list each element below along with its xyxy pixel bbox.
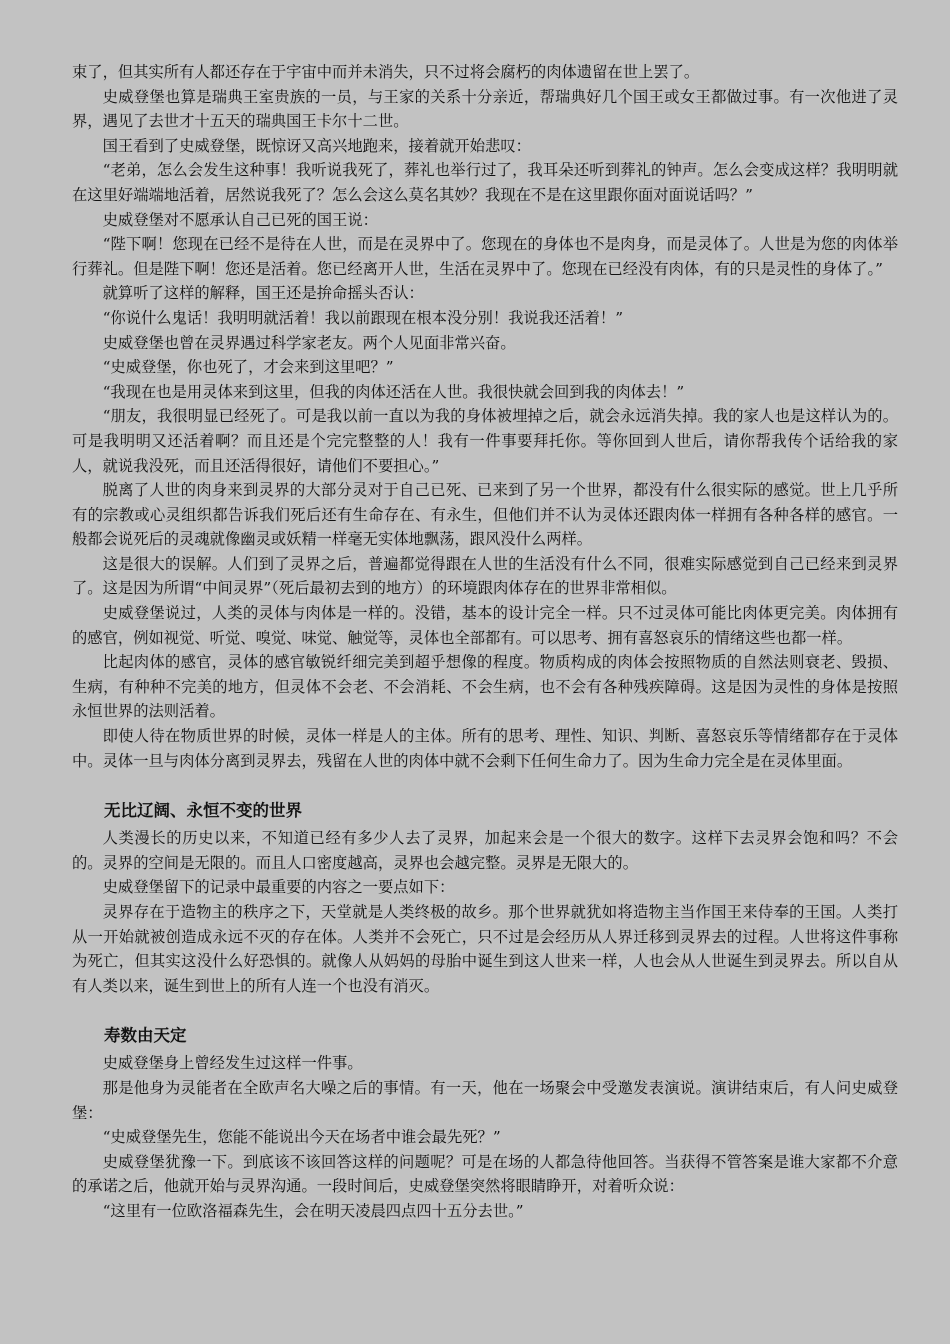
paragraph: “你说什么鬼话！我明明就活着！我以前跟现在根本没分别！我说我还活着！” [102,308,624,327]
paragraph: “老弟，怎么会发生这种事！我听说我死了，葬礼也举行过了，我耳朵还听到葬礼的钟声。怎么会变成这样？我明明就在这里好端端地活着，居然说我死了？怎么会这么莫名其妙？我现在不是在这里跟你面对面说话吗？” [72,161,898,204]
paragraph: 史威登堡犹豫一下。到底该不该回答这样的问题呢？可是在场的人都急待他回答。当获得不管答案是谁大家都不介意的承诺之后，他就开始与灵界沟通。一段时间后，史威登堡突然将眼睛睁开，对着听众说： [72,1152,898,1196]
paragraph: 人类漫长的历史以来，不知道已经有多少人去了灵界，加起来会是一个很大的数字。这样下去灵界会饱和吗？不会的。灵界的空间是无限的。而且人口密度越高，灵界也会越完整。灵界是无限大的。 [72,829,898,872]
paragraph: 就算听了这样的解释，国王还是拚命摇头否认： [102,284,424,303]
paragraph: 史威登堡说过，人类的灵体与肉体是一样的。没错，基本的设计完全一样。只不过灵体可能比肉体更完美。肉体拥有的感官，例如视觉、听觉、嗅觉、味觉、触觉等，灵体也全部都有。可以思考、拥有喜怒哀乐的情绪这些也都一样。 [72,604,898,647]
paragraph: “史威登堡先生，您能不能说出今天在场者中谁会最先死？” [102,1128,501,1147]
paragraph: 灵界存在于造物主的秩序之下，天堂就是人类终极的故乡。那个世界就犹如将造物主当作国王来侍奉的王国。人类打从一开始就被创造成永远不灭的存在体。人类并不会死亡，只不过是会经历从人界迁移到灵界去的过程。人世将这件事称为死亡，但其实这没什么好恐惧的。就像人从妈妈的母胎中诞生到这人世来一样，人也会从人世诞生到灵界去。所以自从有人类以来，诞生到世上的所有人连一个也没有消灭。 [72,903,898,995]
paragraph: “这里有一位欧洛福森先生，会在明天凌晨四点四十五分去世。” [102,1201,524,1220]
paragraph: 束了，但其实所有人都还存在于宇宙中而并未消失，只不过将会腐朽的肉体遗留在世上罢了。 [72,63,700,81]
section-heading: 无比辽阔、永恒不变的世界 [104,801,302,821]
paragraph: 史威登堡也算是瑞典王室贵族的一员，与王家的关系十分亲近，帮瑞典好几个国王或女王都做过事。有一次他进了灵界，遇见了去世才十五天的瑞典国王卡尔十二世。 [72,87,898,131]
paragraph: 即使人待在物质世界的时候，灵体一样是人的主体。所有的思考、理性、知识、判断、喜怒哀乐等情绪都存在于灵体中。灵体一旦与肉体分离到灵界去，残留在人世的肉体中就不会剩下任何生命力了。因为生命力完全是在灵体里面。 [72,727,898,770]
paragraph: 比起肉体的感官，灵体的感官敏锐纤细完美到超乎想像的程度。物质构成的肉体会按照物质的自然法则衰老、毁损、生病，有种种不完美的地方，但灵体不会老、不会消耗、不会生病，也不会有各种残疾障碍。这是因为灵性的身体是按照永恒世界的法则活着。 [72,653,898,721]
paragraph: “我现在也是用灵体来到这里，但我的肉体还活在人世。我很快就会回到我的肉体去！” [102,382,685,401]
paragraph: 国王看到了史威登堡，既惊讶又高兴地跑来，接着就开始悲叹： [102,136,531,155]
paragraph: 脱离了人世的肉身来到灵界的大部分灵对于自己已死、已来到了另一个世界，都没有什么很实际的感觉。世上几乎所有的宗教或心灵组织都告诉我们死后还有生命存在、有永生，但他们并不认为灵体还跟肉体一样拥有各种各样的感官。一般都会说死后的灵魂就像幽灵或妖精一样毫无实体地飘荡，跟风没什么两样。 [72,481,898,549]
paragraph: “史威登堡，你也死了，才会来到这里吧？” [102,358,394,377]
paragraph: 这是很大的误解。人们到了灵界之后，普遍都觉得跟在人世的生活没有什么不同，很难实际感觉到自己已经来到灵界了。这是因为所谓“中间灵界”（死后最初去到的地方）的环境跟肉体存在的世界非常相似。 [72,554,898,598]
paragraph: “陛下啊！您现在已经不是待在人世，而是在灵界中了。您现在的身体也不是肉身，而是灵体了。人世是为您的肉体举行葬礼。但是陛下啊！您还是活着。您已经离开人世，生活在灵界中了。您现在已经没有肉体，有的只是灵性的身体了。” [72,235,898,278]
paragraph: 那是他身为灵能者在全欧声名大噪之后的事情。有一天，他在一场聚会中受邀发表演说。演讲结束后，有人问史威登堡： [72,1078,898,1122]
paragraph: 史威登堡对不愿承认自己已死的国王说： [102,210,378,229]
paragraph: 史威登堡身上曾经发生过这样一件事。 [102,1054,363,1073]
paragraph: 史威登堡也曾在灵界遇过科学家老友。两个人见面非常兴奋。 [102,333,516,352]
document-page [72,60,898,1224]
paragraph: 史威登堡留下的记录中最重要的内容之一要点如下： [102,878,455,897]
paragraph: “朋友，我很明显已经死了。可是我以前一直以为我的身体被埋掉之后，就会永远消失掉。我的家人也是这样认为的。可是我明明又还活着啊？而且还是个完完整整的人！我有一件事要拜托你。等你回到人世后，请你帮我传个话给我的家人，就说我没死，而且还活得很好，请他们不要担心。” [72,407,898,475]
section-heading: 寿数由天定 [104,1026,187,1046]
